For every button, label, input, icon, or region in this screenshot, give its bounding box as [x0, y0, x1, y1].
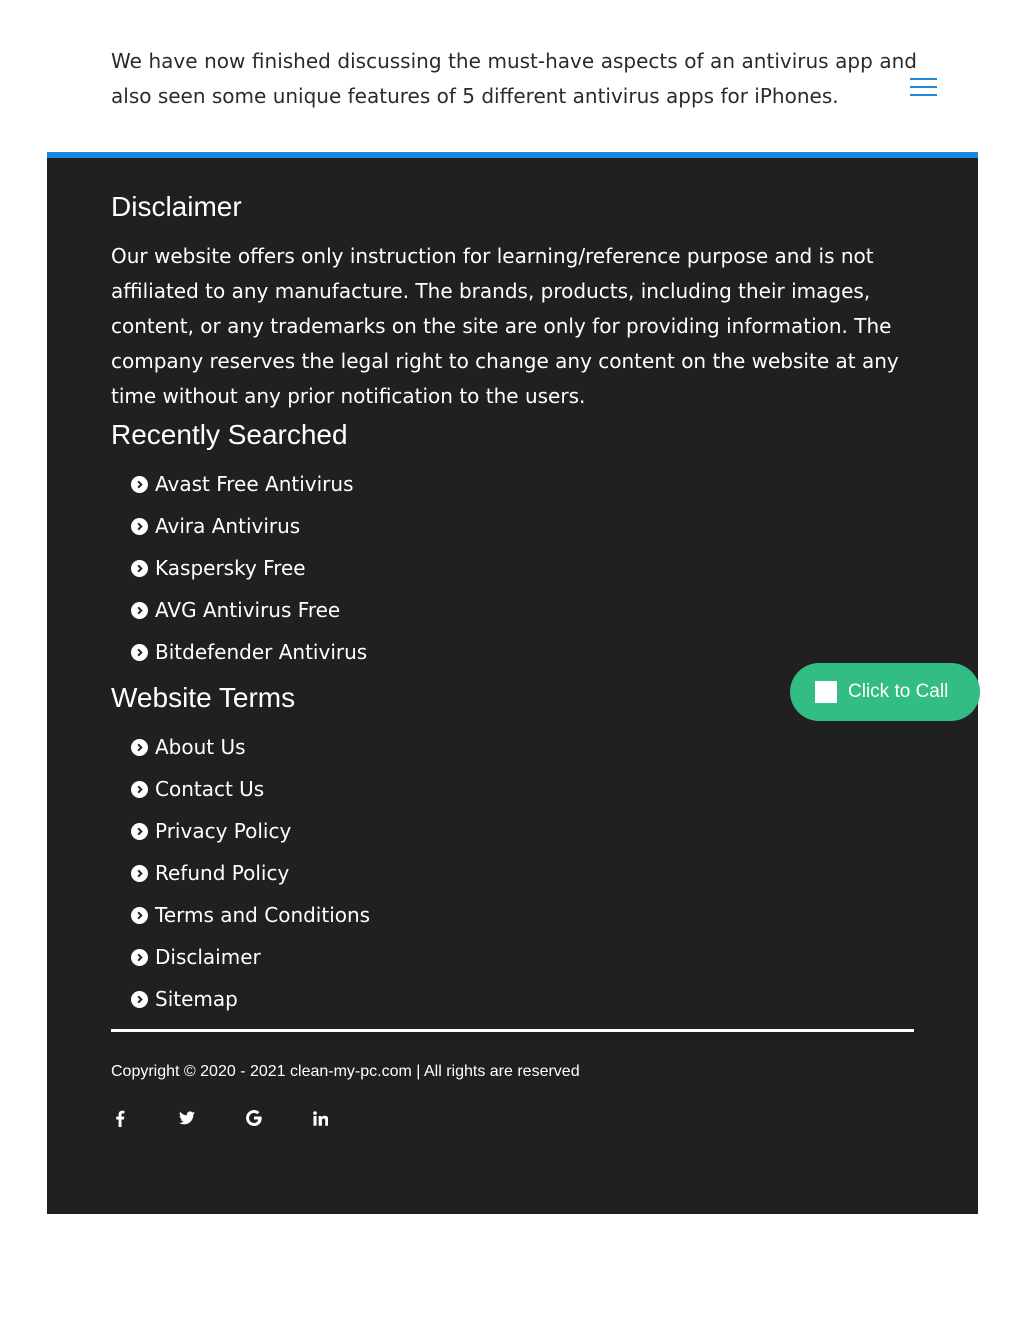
link-label: About Us	[155, 735, 246, 759]
chevron-circle-right-icon	[131, 865, 148, 882]
footer-divider	[111, 1029, 914, 1032]
terms-link-refund-policy[interactable]	[131, 852, 370, 894]
link-label: Sitemap	[155, 987, 238, 1011]
link-label: Terms and Conditions	[155, 903, 371, 927]
link-label: Bitdefender Antivirus	[155, 640, 368, 664]
google-icon[interactable]	[245, 1108, 262, 1128]
disclaimer-text: Our website offers only instruction for learning/reference purpose and is not affiliated to any manufacture. The brands, products, including their images, content, or any trademarks on the site are only for providing information. The company reserves the legal right to change any content on the website at any time without any prior notification to the users.	[111, 244, 899, 408]
chevron-circle-right-icon	[131, 518, 148, 535]
link-label: AVG Antivirus Free	[155, 598, 341, 622]
recently-searched-list	[131, 463, 367, 673]
chevron-circle-right-icon	[131, 644, 148, 661]
terms-link-about-us[interactable]	[131, 726, 370, 768]
social-links	[111, 1108, 379, 1128]
chevron-circle-right-icon	[131, 739, 148, 756]
link-label: Avast Free Antivirus	[155, 472, 354, 496]
link-label: Refund Policy	[155, 861, 290, 885]
click-to-call-label: Click to Call	[848, 681, 949, 702]
click-to-call-button[interactable]	[790, 663, 980, 721]
terms-link-privacy-policy[interactable]	[131, 810, 370, 852]
link-label: Avira Antivirus	[155, 514, 301, 538]
recent-link-avast[interactable]	[131, 463, 367, 505]
hamburger-menu-icon[interactable]	[910, 78, 937, 98]
recent-link-kaspersky[interactable]	[131, 547, 367, 589]
link-label: Disclaimer	[155, 945, 261, 969]
terms-link-sitemap[interactable]	[131, 978, 370, 1020]
chevron-circle-right-icon	[131, 949, 148, 966]
recent-link-avira[interactable]	[131, 505, 367, 547]
intro-paragraph: We have now finished discussing the must-have aspects of an antivirus app and also seen some unique features of 5 different antivirus apps for iPhones.	[111, 49, 917, 108]
website-terms-list	[131, 726, 370, 1020]
chevron-circle-right-icon	[131, 781, 148, 798]
link-label: Contact Us	[155, 777, 265, 801]
terms-link-contact-us[interactable]	[131, 768, 370, 810]
chevron-circle-right-icon	[131, 823, 148, 840]
copyright-text: Copyright © 2020 - 2021 clean-my-pc.com | All rights are reserved	[111, 1063, 580, 1080]
terms-link-disclaimer[interactable]	[131, 936, 370, 978]
chevron-circle-right-icon	[131, 602, 148, 619]
linkedin-icon[interactable]	[312, 1108, 329, 1128]
twitter-icon[interactable]	[178, 1108, 195, 1128]
disclaimer-heading: Disclaimer	[111, 191, 242, 222]
recently-searched-heading: Recently Searched	[111, 419, 348, 450]
chevron-circle-right-icon	[131, 476, 148, 493]
chevron-circle-right-icon	[131, 907, 148, 924]
link-label: Privacy Policy	[155, 819, 292, 843]
phone-icon	[815, 681, 837, 703]
chevron-circle-right-icon	[131, 560, 148, 577]
facebook-icon[interactable]	[111, 1108, 128, 1128]
website-terms-heading: Website Terms	[111, 682, 296, 713]
chevron-circle-right-icon	[131, 991, 148, 1008]
terms-link-terms-and-conditions[interactable]	[131, 894, 370, 936]
recent-link-avg[interactable]	[131, 589, 367, 631]
recent-link-bitdefender[interactable]	[131, 631, 367, 673]
link-label: Kaspersky Free	[155, 556, 306, 580]
